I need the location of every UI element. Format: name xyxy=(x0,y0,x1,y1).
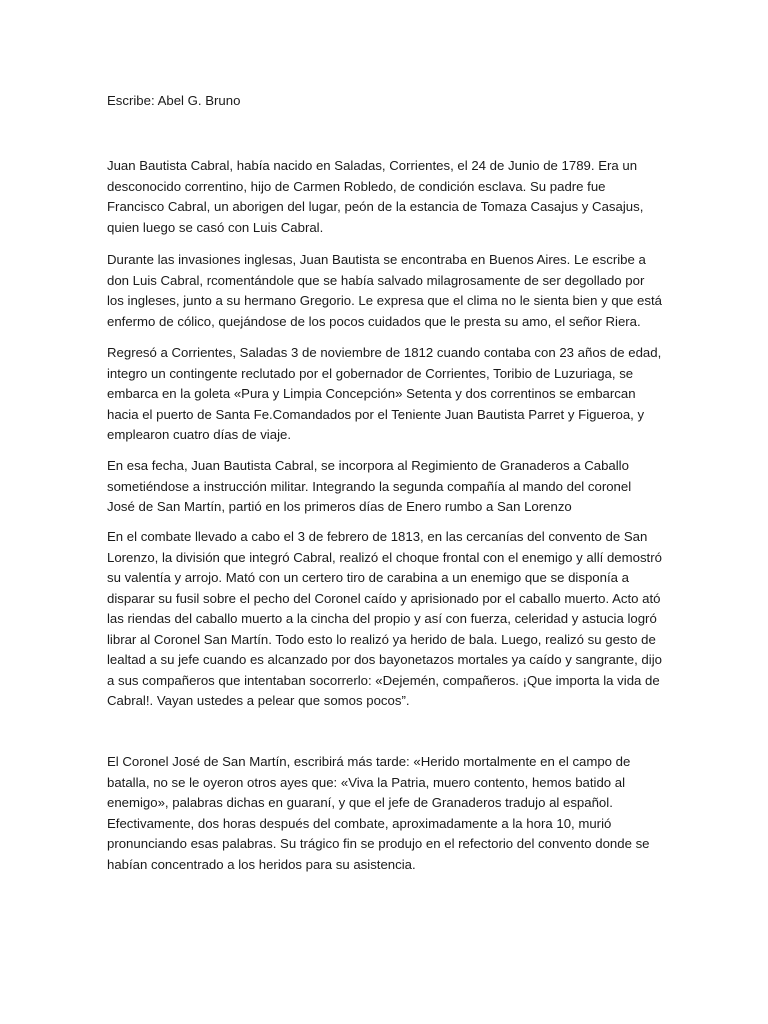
paragraph-san-martin-quote: El Coronel José de San Martín, escribirá más tarde: «Herido mortalmente en el campo de batalla, no se le oyeron otros ayes que: «Viva la Patria, muero contento, hemos batido al enemigo», palabras dichas en guaraní, y que el jefe de Granaderos tradujo al español. Efectivamente, dos horas después del combate, aproximadamente a la hora 10, murió pronunciando esas palabras. Su trágico fin se produjo en el refectorio del convento donde se habían concentrado a los heridos para su asistencia. xyxy=(107,754,650,872)
paragraph-birth: Juan Bautista Cabral, había nacido en Saladas, Corrientes, el 24 de Junio de 1789. Era un desconocido correntino, hijo de Carmen Robledo, de condición esclava. Su padre fue Francisco Cabral, un aborigen del lugar, peón de la estancia de Tomaza Casajus y Casajus, quien luego se casó con Luis Cabral. xyxy=(107,158,644,235)
paragraph-granaderos: En esa fecha, Juan Bautista Cabral, se incorpora al Regimiento de Granaderos a Caballo sometiéndose a instrucción militar. Integrando la segunda compañía al mando del coronel José de San Martín, partió en los primeros días de Enero rumbo a San Lorenzo xyxy=(107,458,632,514)
paragraph-combat-san-lorenzo: En el combate llevado a cabo el 3 de febrero de 1813, en las cercanías del convento de San Lorenzo, la división que integró Cabral, realizó el choque frontal con el enemigo y allí demostró su valentía y arrojo. Mató con un certero tiro de carabina a un enemigo que se disponía a disparar su fusil sobre el pecho del Coronel caído y aprisionado por el caballo muerto. Acto ató las riendas del caballo muerto a la cincha del propio y así con fuerza, celeridad y astucia logró librar al Coronel San Martín. Todo esto lo realizó ya herido de bala. Luego, realizó su gesto de lealtad a su jefe cuando es alcanzado por dos bayonetazos mortales ya caído y sangrante, dijo a sus compañeros que intentaban socorrerlo: «Dejemén, compañeros. ¡Que importa la vida de Cabral!. Vayan ustedes a pelear que somos pocos”. xyxy=(107,529,662,708)
paragraph-return-to-corrientes: Regresó a Corrientes, Saladas 3 de noviembre de 1812 cuando contaba con 23 años de edad, integro un contingente reclutado por el gobernador de Corrientes, Toribio de Luzuriaga, se embarca en la goleta «Pura y Limpia Concepción» Setenta y dos correntinos se embarcan hacia el puerto de Santa Fe.Comandados por el Teniente Juan Bautista Parret y Figueroa, y emplearon cuatro días de viaje. xyxy=(107,345,662,442)
paragraph-english-invasions: Durante las invasiones inglesas, Juan Bautista se encontraba en Buenos Aires. Le escribe a don Luis Cabral, rcomentándole que se había salvado milagrosamente de ser degollado por los ingleses, junto a su hermano Gregorio. Le expresa que el clima no le sienta bien y que está enfermo de cólico, quejándose de los pocos cuidados que le presta su amo, el señor Riera. xyxy=(107,252,662,329)
byline: Escribe: Abel G. Bruno xyxy=(107,93,241,108)
